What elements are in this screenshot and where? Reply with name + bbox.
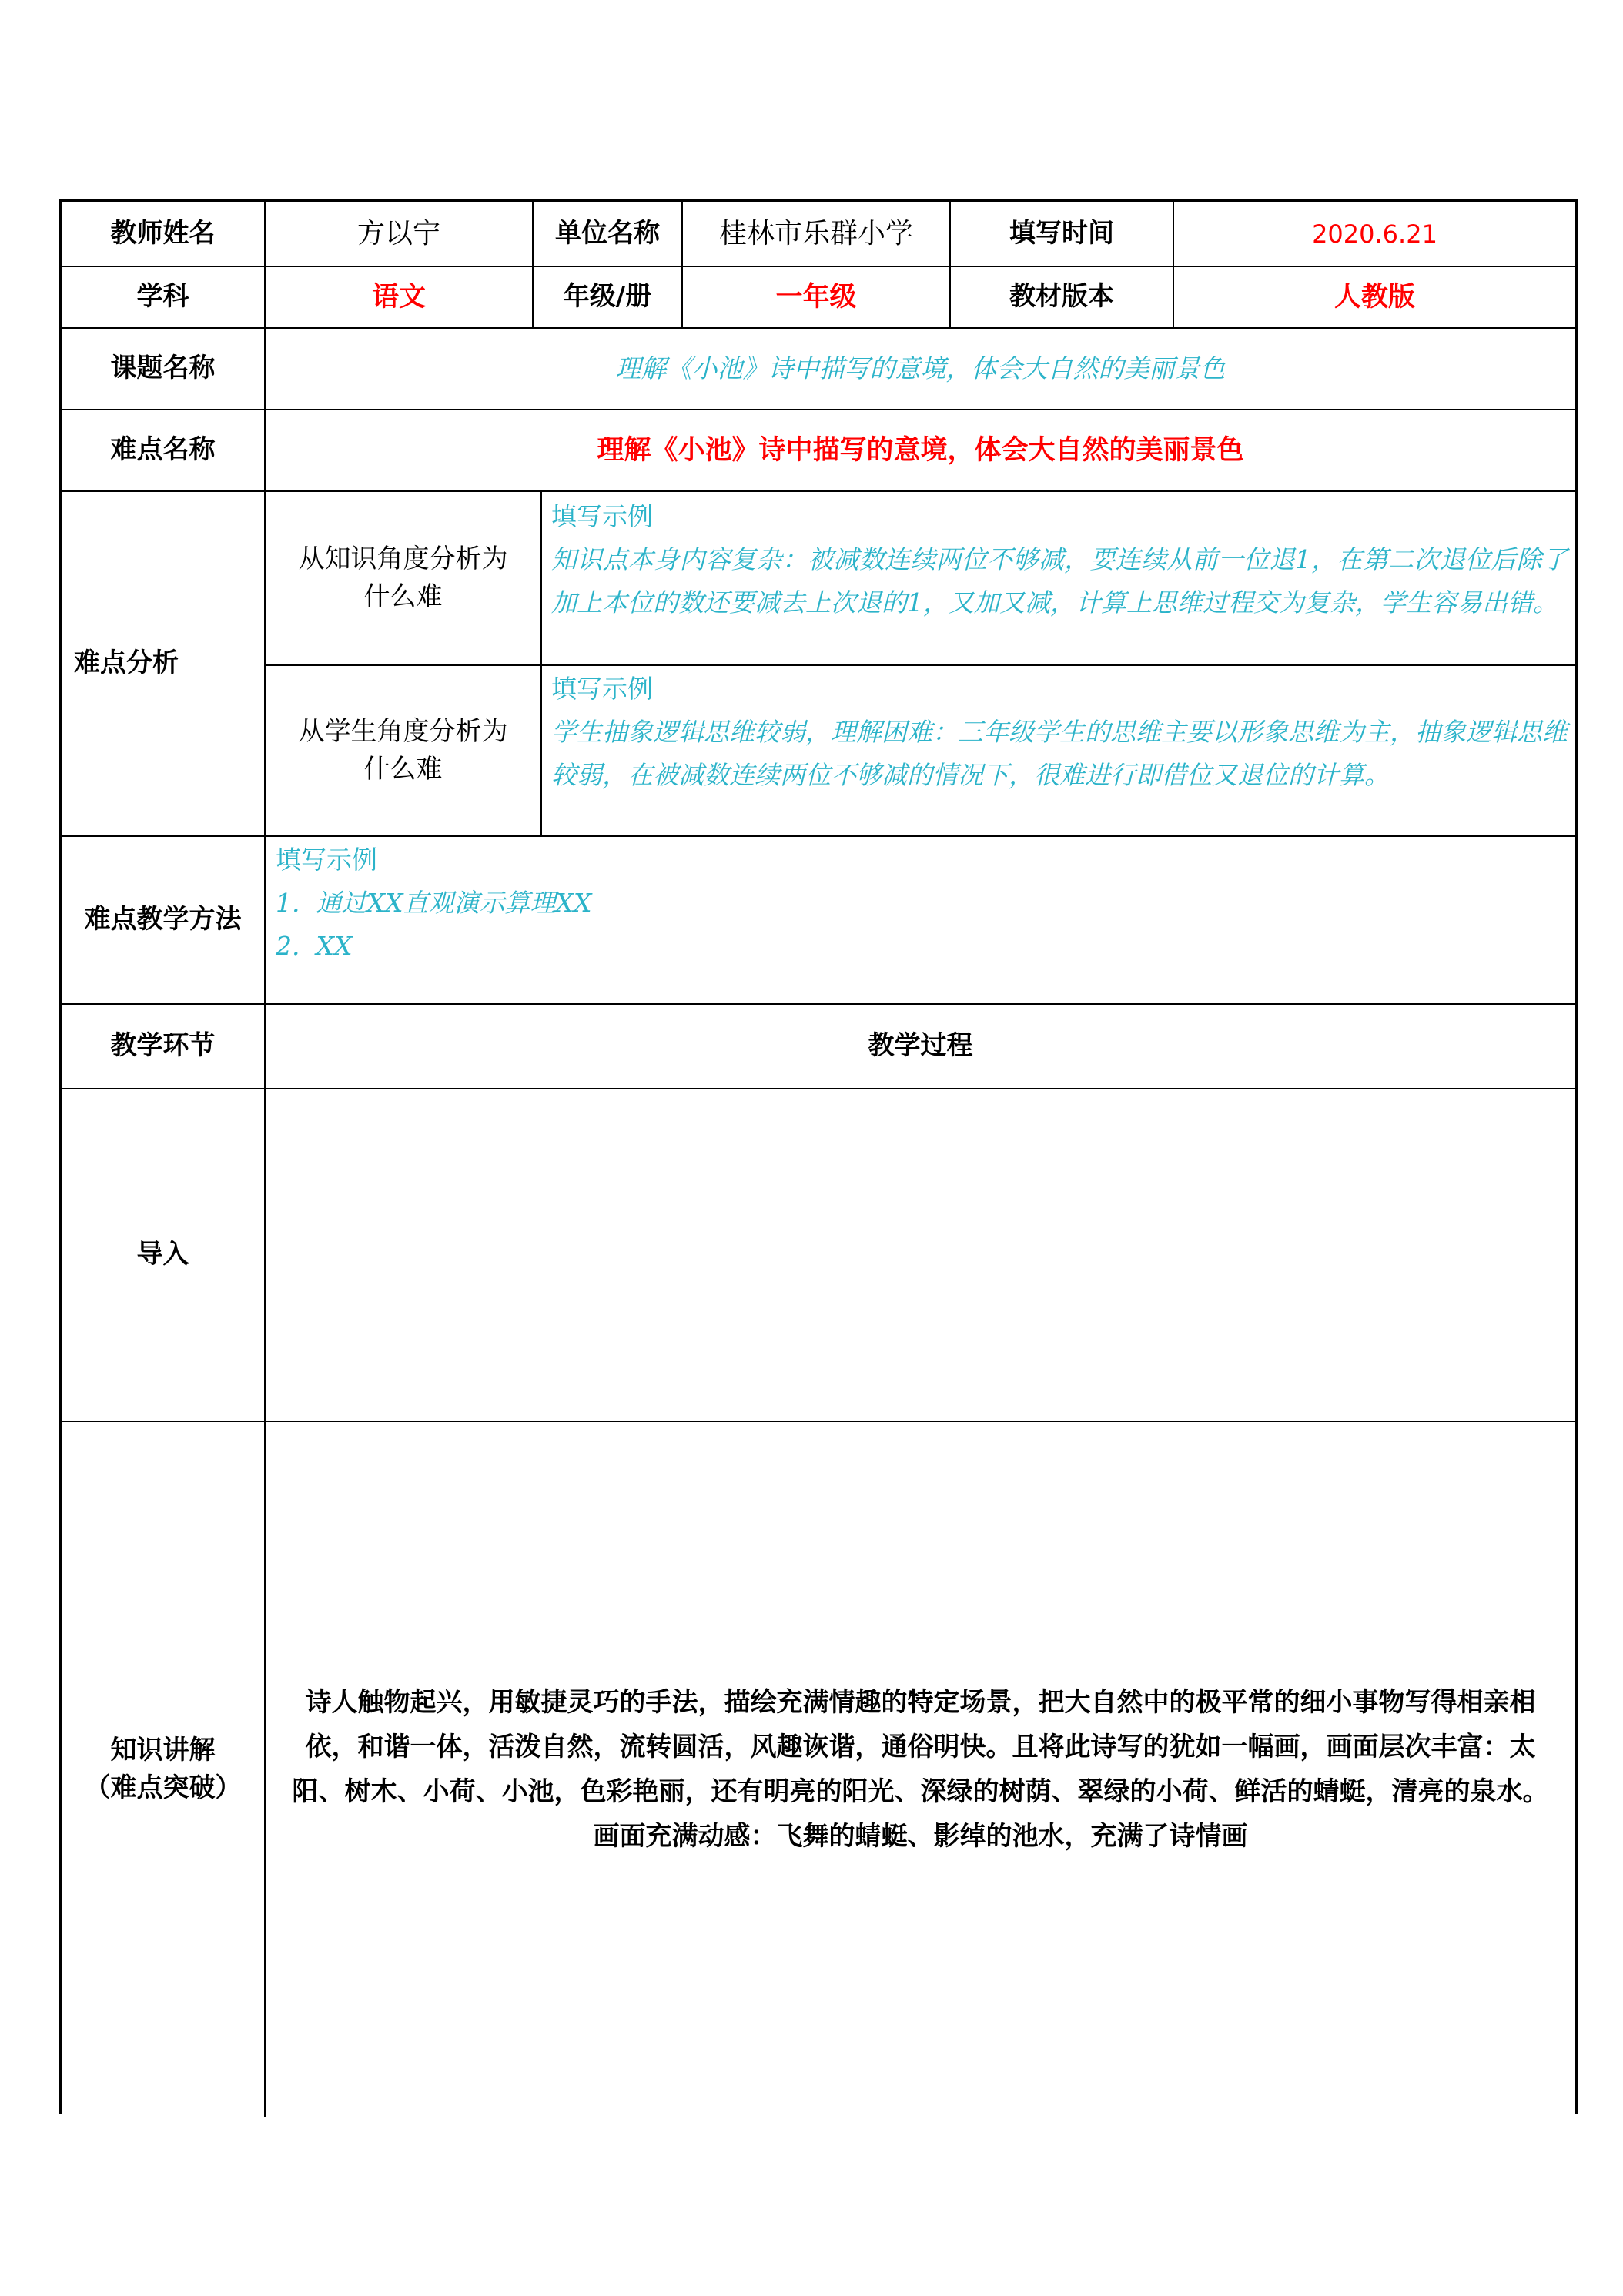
knowledge-example-heading: 填写示例 — [551, 501, 653, 531]
unit-name-value: 桂林市乐群小学 — [718, 217, 913, 249]
subject-label: 学科 — [136, 281, 189, 313]
difficulty-value: 理解《小池》诗中描写的意境，体会大自然的美丽景色 — [597, 434, 1244, 466]
knowledge-example-text: 知识点本身内容复杂：被减数连续两位不够减，要连续从前一位退1，在第二次退位后除了加上本位的数还要减去上次退的1，又加又减，计算上思维过程交为复杂，学生容易出错。 — [551, 544, 1568, 618]
teacher-name-value: 方以宁 — [356, 217, 440, 249]
student-angle-label: 从学生角度分析为什么难 — [298, 715, 508, 785]
grade-label: 年级/册 — [563, 281, 652, 313]
knowledge-section-label-line2: （难点突破） — [84, 1772, 242, 1803]
knowledge-section-label — [62, 1422, 264, 2117]
method-item-2: 2. XX — [276, 931, 353, 961]
method-example-heading: 填写示例 — [276, 845, 377, 875]
method-label: 难点教学方法 — [84, 904, 242, 935]
unit-name-label: 单位名称 — [555, 218, 660, 249]
method-item-1: 1. 通过XX直观演示算理XX — [276, 888, 592, 918]
subject-value: 语文 — [371, 281, 426, 313]
analysis-label: 难点分析 — [74, 648, 179, 679]
knowledge-angle-label: 从知识角度分析为什么难 — [298, 543, 508, 612]
teacher-name-label: 教师姓名 — [110, 218, 216, 249]
edition-label: 教材版本 — [1009, 281, 1114, 313]
knowledge-angle-content — [551, 495, 1568, 663]
intro-content — [266, 1089, 1575, 1421]
knowledge-section-text: 诗人触物起兴，用敏捷灵巧的手法，描绘充满情趣的特定场景，把大自然中的极平常的细小事物写得相亲相依，和谐一体，活泼自然，流转圆活，风趣诙谐，通俗明快。且将此诗写的犹如一幅画，画面层次丰富：太阳、树木、小荷、小池，色彩艳丽，还有明亮的阳光、深绿的树荫、翠绿的小荷、鲜活的蜻蜓，清亮的泉水。画面充满动感：飞舞的蜻蜓、影绰的池水，充满了诗情画 — [292, 1687, 1549, 1852]
topic-label: 课题名称 — [110, 353, 216, 384]
student-example-heading: 填写示例 — [551, 674, 653, 704]
topic-value: 理解《小池》诗中描写的意境，体会大自然的美丽景色 — [615, 353, 1226, 384]
intro-label: 导入 — [136, 1239, 189, 1270]
student-angle-content — [551, 668, 1568, 835]
fill-date-value: 2020.6.21 — [1312, 219, 1437, 249]
stage-header: 教学环节 — [110, 1030, 216, 1062]
difficulty-label: 难点名称 — [110, 434, 216, 466]
knowledge-section-content — [266, 1422, 1575, 2117]
knowledge-section-label-line1: 知识讲解 — [110, 1734, 216, 1766]
method-content — [276, 838, 1569, 1002]
fill-date-label: 填写时间 — [1009, 218, 1114, 249]
process-header: 教学过程 — [868, 1030, 973, 1062]
grade-value: 一年级 — [775, 281, 857, 313]
lesson-plan-table — [59, 199, 1578, 2114]
edition-value: 人教版 — [1334, 281, 1415, 313]
student-example-text: 学生抽象逻辑思维较弱，理解困难：三年级学生的思维主要以形象思维为主，抽象逻辑思维较弱，在被减数连续两位不够减的情况下，很难进行即借位又退位的计算。 — [551, 717, 1568, 790]
